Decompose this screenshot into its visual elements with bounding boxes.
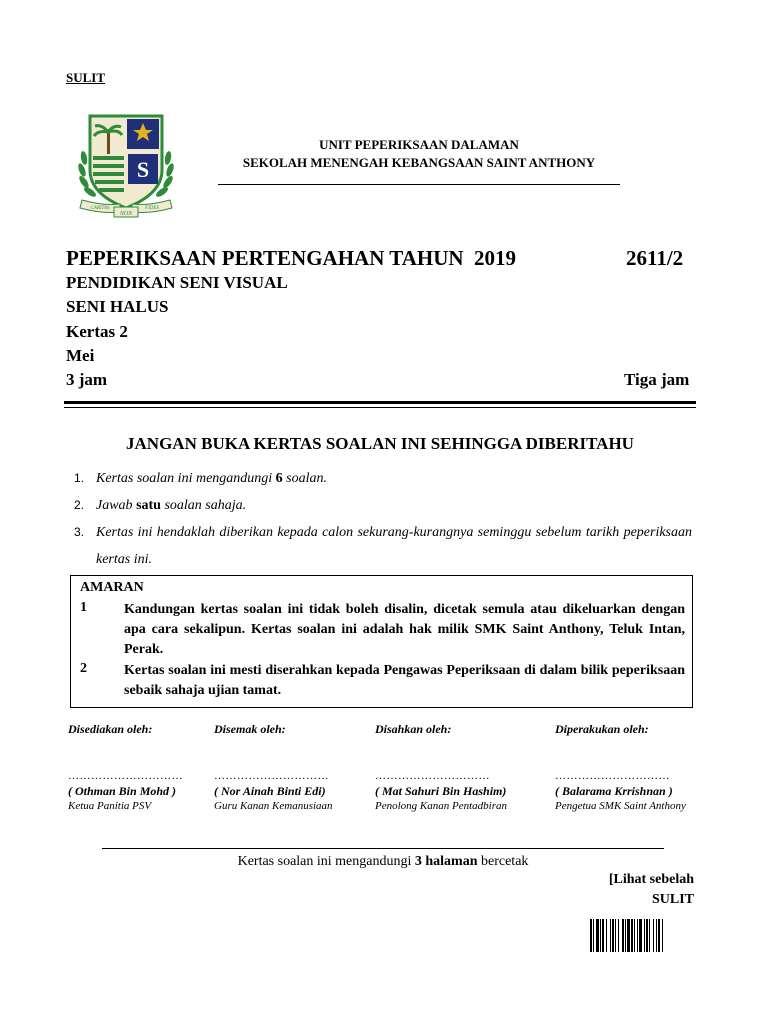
barcode-bar — [656, 919, 657, 952]
barcode-bar — [637, 919, 638, 952]
exam-code: 2611/2 — [626, 246, 684, 270]
signatory-position: Ketua Panitia PSV — [68, 800, 152, 812]
signatory-name: ( Othman Bin Mohd ) — [68, 784, 177, 798]
crest-ribbon-left: CARITAS — [90, 206, 110, 211]
header-divider — [218, 184, 620, 185]
barcode-bar — [606, 919, 607, 952]
barcode-bar — [627, 919, 630, 952]
instruction-number: 1. — [74, 471, 85, 485]
instruction-bold: 6 — [275, 471, 283, 486]
page-count-note — [102, 854, 664, 870]
do-not-open-warning: JANGAN BUKA KERTAS SOALAN INI SEHINGGA DIBERITAHU — [126, 434, 634, 453]
instruction-text: Kertas soalan ini mengandungi — [96, 471, 276, 486]
page-count-text-end: bercetak — [477, 854, 529, 869]
header-line-1: UNIT PEPERIKSAAN DALAMAN — [319, 137, 519, 152]
warning-item-text: Kandungan kertas soalan ini tidak boleh disalin, dicetak semula atau dikeluarkan dengan apa cara sekalipun. Kertas soalan ini adalah hak milik SMK Saint Anthony, Teluk Intan, Perak. — [124, 602, 685, 657]
paper-number: Kertas 2 — [66, 322, 128, 341]
signatory-role: Disemak oleh: — [214, 722, 286, 736]
instruction-item — [74, 492, 692, 519]
barcode-bar — [653, 919, 654, 952]
signatory-name: ( Nor Ainah Binti Edi) — [214, 784, 326, 798]
school-header — [218, 136, 620, 172]
signatory-role: Disahkan oleh: — [375, 722, 452, 736]
subject-subtitle: SENI HALUS — [66, 297, 169, 316]
signatory-name: ( Balarama Krrishnan ) — [555, 784, 673, 798]
instruction-text: Jawab — [96, 498, 137, 513]
instruction-text-end: soalan. — [282, 471, 328, 486]
page-count-text: Kertas soalan ini mengandungi — [237, 854, 415, 869]
barcode-bar — [593, 919, 594, 952]
barcode-bar — [615, 919, 616, 952]
signature-line: ………………………… — [375, 770, 490, 782]
warning-item-text: Kertas soalan ini mesti diserahkan kepada Pengawas Peperiksaan di dalam bilik peperiksaan sebaik sahaja ujian tamat. — [124, 663, 685, 698]
see-next-page-label: [Lihat sebelah — [608, 872, 694, 887]
crest-ribbon-bottom: NON — [119, 211, 133, 217]
footer-divider — [102, 848, 664, 849]
barcode-bar — [602, 919, 604, 952]
warning-item-number: 2 — [80, 661, 87, 676]
barcode-bar — [644, 919, 645, 952]
classification-label-top: SULIT — [66, 70, 106, 85]
page-count-bold: 3 halaman — [414, 854, 478, 869]
signature-line: ………………………… — [555, 770, 670, 782]
signatory-position: Penolong Kanan Pentadbiran — [375, 800, 507, 812]
school-crest-logo — [76, 112, 176, 220]
barcode-bar — [646, 919, 648, 952]
warning-box-title: AMARAN — [80, 580, 144, 595]
exam-title: PEPERIKSAAN PERTENGAHAN TAHUN 2019 — [66, 246, 517, 270]
signatory-role: Diperakukan oleh: — [555, 722, 649, 736]
instruction-item — [74, 465, 692, 492]
barcode-bar — [622, 919, 624, 952]
barcode-bar — [639, 919, 642, 952]
subject-name: PENDIDIKAN SENI VISUAL — [66, 273, 288, 292]
signature-line: ………………………… — [214, 770, 329, 782]
barcode-bar — [596, 919, 599, 952]
instruction-item — [74, 519, 692, 573]
header-line-2: SEKOLAH MENENGAH KEBANGSAAN SAINT ANTHONY — [242, 155, 596, 170]
barcode-bar — [649, 919, 650, 952]
barcode-bar — [618, 919, 619, 952]
instruction-number: 3. — [74, 525, 85, 539]
exam-duration: 3 jam — [66, 370, 108, 389]
signatory-role: Disediakan oleh: — [68, 722, 153, 736]
barcode-bar — [590, 919, 592, 952]
barcode-icon — [590, 919, 698, 952]
barcode-bar — [625, 919, 626, 952]
crest-initial: S — [136, 157, 150, 182]
instruction-text: Kertas ini hendaklah diberikan kepada calon sekurang-kurangnya seminggu sebelum tarikh peperiksaan kertas ini. — [96, 525, 692, 567]
double-rule-thick — [64, 401, 696, 404]
barcode-bar — [634, 919, 635, 952]
signatory-name: ( Mat Sahuri Bin Hashim) — [375, 784, 507, 798]
double-rule-thin — [64, 407, 696, 408]
barcode-bar — [600, 919, 601, 952]
exam-duration-words: Tiga jam — [624, 370, 690, 389]
warning-item-number: 1 — [80, 600, 87, 615]
barcode-bar — [631, 919, 633, 952]
barcode-bar — [662, 919, 663, 952]
instruction-text-end: soalan sahaja. — [160, 498, 247, 513]
signatory-position: Pengetua SMK Saint Anthony — [555, 800, 686, 812]
barcode-bar — [658, 919, 660, 952]
crest-ribbon-right: FIDES — [145, 206, 159, 211]
barcode-bar — [612, 919, 614, 952]
classification-label-bottom: SULIT — [651, 892, 694, 907]
exam-month: Mei — [66, 346, 95, 365]
signature-line: ………………………… — [68, 770, 183, 782]
signatory-position: Guru Kanan Kemanusiaan — [214, 800, 333, 812]
barcode-bar — [610, 919, 611, 952]
instruction-bold: satu — [136, 498, 161, 513]
instruction-number: 2. — [74, 498, 85, 512]
